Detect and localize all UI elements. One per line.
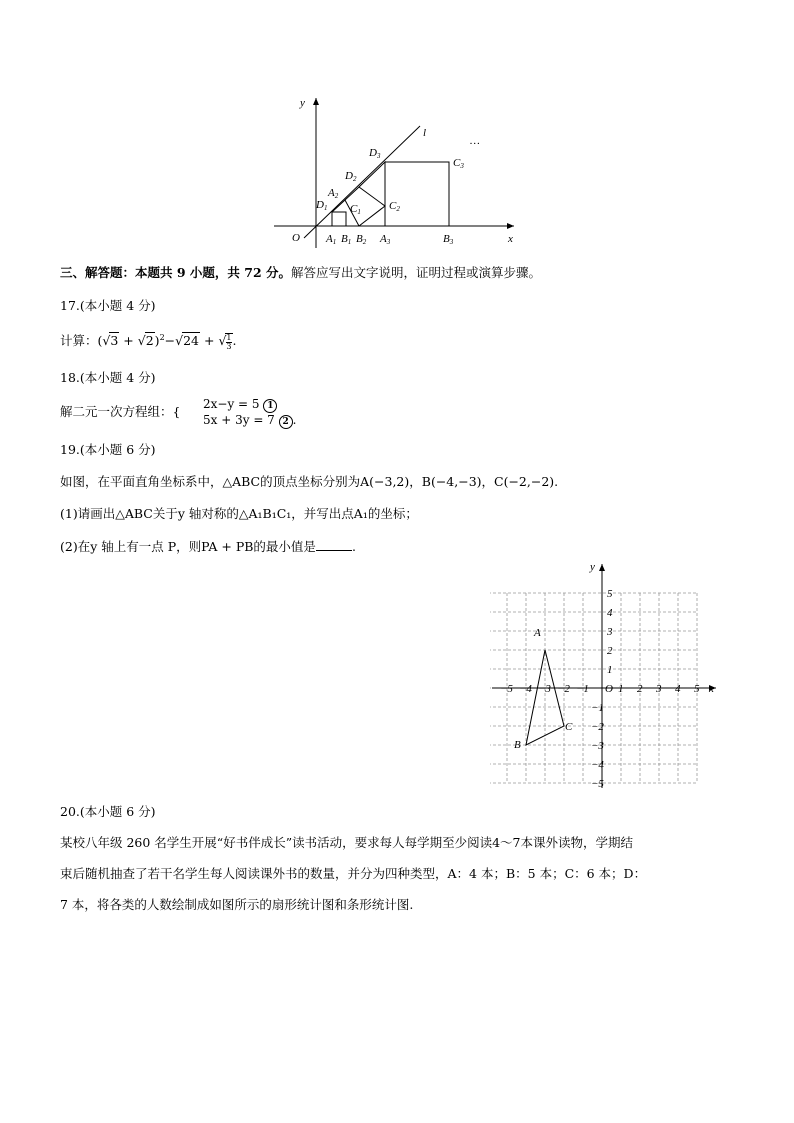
q19-line3-text: (2)在y 轴上有一点 P，则PA + PB的最小值是 [60, 539, 316, 554]
label-C3: C3 [453, 157, 464, 170]
label-dots: … [470, 135, 480, 147]
y-tick-label: 5 [607, 588, 613, 600]
label-D3: D3 [369, 147, 381, 160]
q18-circle2: 2 [279, 415, 293, 429]
square-1 [332, 212, 346, 226]
section-header-bold: 三、解答题：本题共 9 小题，共 72 分。 [60, 265, 292, 280]
q17-sqrt3: 3 [110, 333, 119, 349]
label-A2: A2 [328, 187, 339, 200]
grid-y-label: y [590, 561, 595, 573]
y-tick-label: −4 [591, 759, 604, 771]
point-A: A [534, 627, 541, 639]
x-tick-label: 4 [675, 683, 681, 695]
y-tick-label: 1 [607, 664, 613, 676]
label-D2: D2 [345, 170, 357, 183]
q19-title: 19.(本小题 6 分) [60, 442, 156, 457]
section-header [60, 265, 541, 281]
q18-eq1-row [203, 397, 296, 413]
q19-line3-end: . [351, 539, 356, 554]
grid-x-label: x [709, 683, 714, 695]
q18-prefix: 解二元一次方程组：{ [60, 404, 181, 419]
q17-end: . [232, 333, 237, 349]
y-tick-label: −3 [591, 740, 604, 752]
x-tick-label: −1 [576, 683, 589, 695]
label-B1: B1 [341, 233, 352, 246]
y-tick-label: −1 [591, 702, 604, 714]
q18-end: . [292, 413, 297, 427]
y-tick-label: −2 [591, 721, 604, 733]
y-tick-label: 4 [607, 607, 613, 619]
q19-line1: 如图，在平面直角坐标系中，△ABC的顶点坐标分别为A(−3,2)，B(−4,−3)，C(−2,−2). [60, 474, 559, 489]
q20-line1: 某校八年级 260 名学生开展“好书伴成长”读书活动，要求每人每学期至少阅读4～7本课外读物，学期结 [60, 835, 633, 850]
y-tick-label: 3 [607, 626, 613, 638]
q18-system [203, 397, 296, 429]
q17-exp: 2 [159, 333, 165, 342]
q19-line3 [60, 538, 356, 555]
q18-circle1: 1 [263, 399, 277, 413]
label-D1: D1 [316, 199, 328, 212]
q17-expression: 计算：$(√3 + √2)^2-√24$ + √ $\frac{1}{3}$ . [60, 332, 237, 351]
grid-origin: O [605, 683, 613, 695]
q17-prefix: 计算： [60, 333, 98, 349]
point-C: C [565, 721, 573, 733]
label-A3: A3 [380, 233, 391, 246]
label-x: x [508, 233, 513, 245]
q17-plus2: + [200, 333, 219, 349]
q17-sqrt2: 2 [145, 333, 154, 349]
x-tick-label: −3 [538, 683, 551, 695]
q17-plus: + [119, 333, 138, 349]
q20-line2: 束后随机抽查了若干名学生每人阅读课外书的数量，并分为四种类型，A：4 本；B：5 本；C：6 本；D： [60, 866, 647, 881]
section-header-rest: 解答应写出文字说明，证明过程或演算步骤。 [291, 265, 542, 280]
point-B: B [514, 739, 521, 751]
x-tick-label: −5 [500, 683, 513, 695]
label-B3: B3 [443, 233, 454, 246]
label-l: l [423, 127, 427, 139]
coordinate-grid [490, 560, 730, 792]
q17-title: 17.(本小题 4 分) [60, 298, 156, 313]
q19-line2: (1)请画出△ABC关于y 轴对称的△A₁B₁C₁，并写出点A₁的坐标； [60, 506, 418, 521]
x-tick-label: 2 [637, 683, 643, 695]
x-tick-label: 5 [694, 683, 700, 695]
q20-line3: 7 本，将各类的人数绘制成如图所示的扇形统计图和条形统计图. [60, 897, 414, 912]
q18-title: 18.(本小题 4 分) [60, 370, 156, 385]
q18-eq2-row [203, 413, 296, 429]
x-tick-label: 1 [618, 683, 624, 695]
label-A1: A1 [326, 233, 337, 246]
x-tick-label: −2 [557, 683, 570, 695]
staircase-squares-figure [270, 92, 530, 252]
q17-sqrt24: 24 [183, 333, 200, 349]
label-origin: O [292, 232, 300, 244]
label-C1: C1 [350, 203, 361, 216]
q17-minus: − [164, 333, 176, 349]
x-tick-label: −4 [519, 683, 532, 695]
y-tick-label: −5 [591, 778, 604, 790]
q20-title: 20.(本小题 6 分) [60, 804, 156, 819]
x-tick-label: 3 [656, 683, 662, 695]
q17-paren: ( [97, 333, 103, 349]
q18-eq2: 5x + 3y = 7 [203, 413, 275, 427]
q18-eq1: 2x−y = 5 [203, 397, 260, 411]
label-C2: C2 [389, 200, 400, 213]
answer-blank[interactable] [316, 538, 352, 551]
label-y: y [300, 97, 305, 109]
y-tick-label: 2 [607, 645, 613, 657]
line-l [304, 126, 420, 238]
q17-close: ) [154, 333, 160, 349]
square-3 [385, 162, 449, 226]
q17-sqrt-frac: $\frac{1}{3}$ [226, 332, 232, 351]
label-B2: B2 [356, 233, 367, 246]
